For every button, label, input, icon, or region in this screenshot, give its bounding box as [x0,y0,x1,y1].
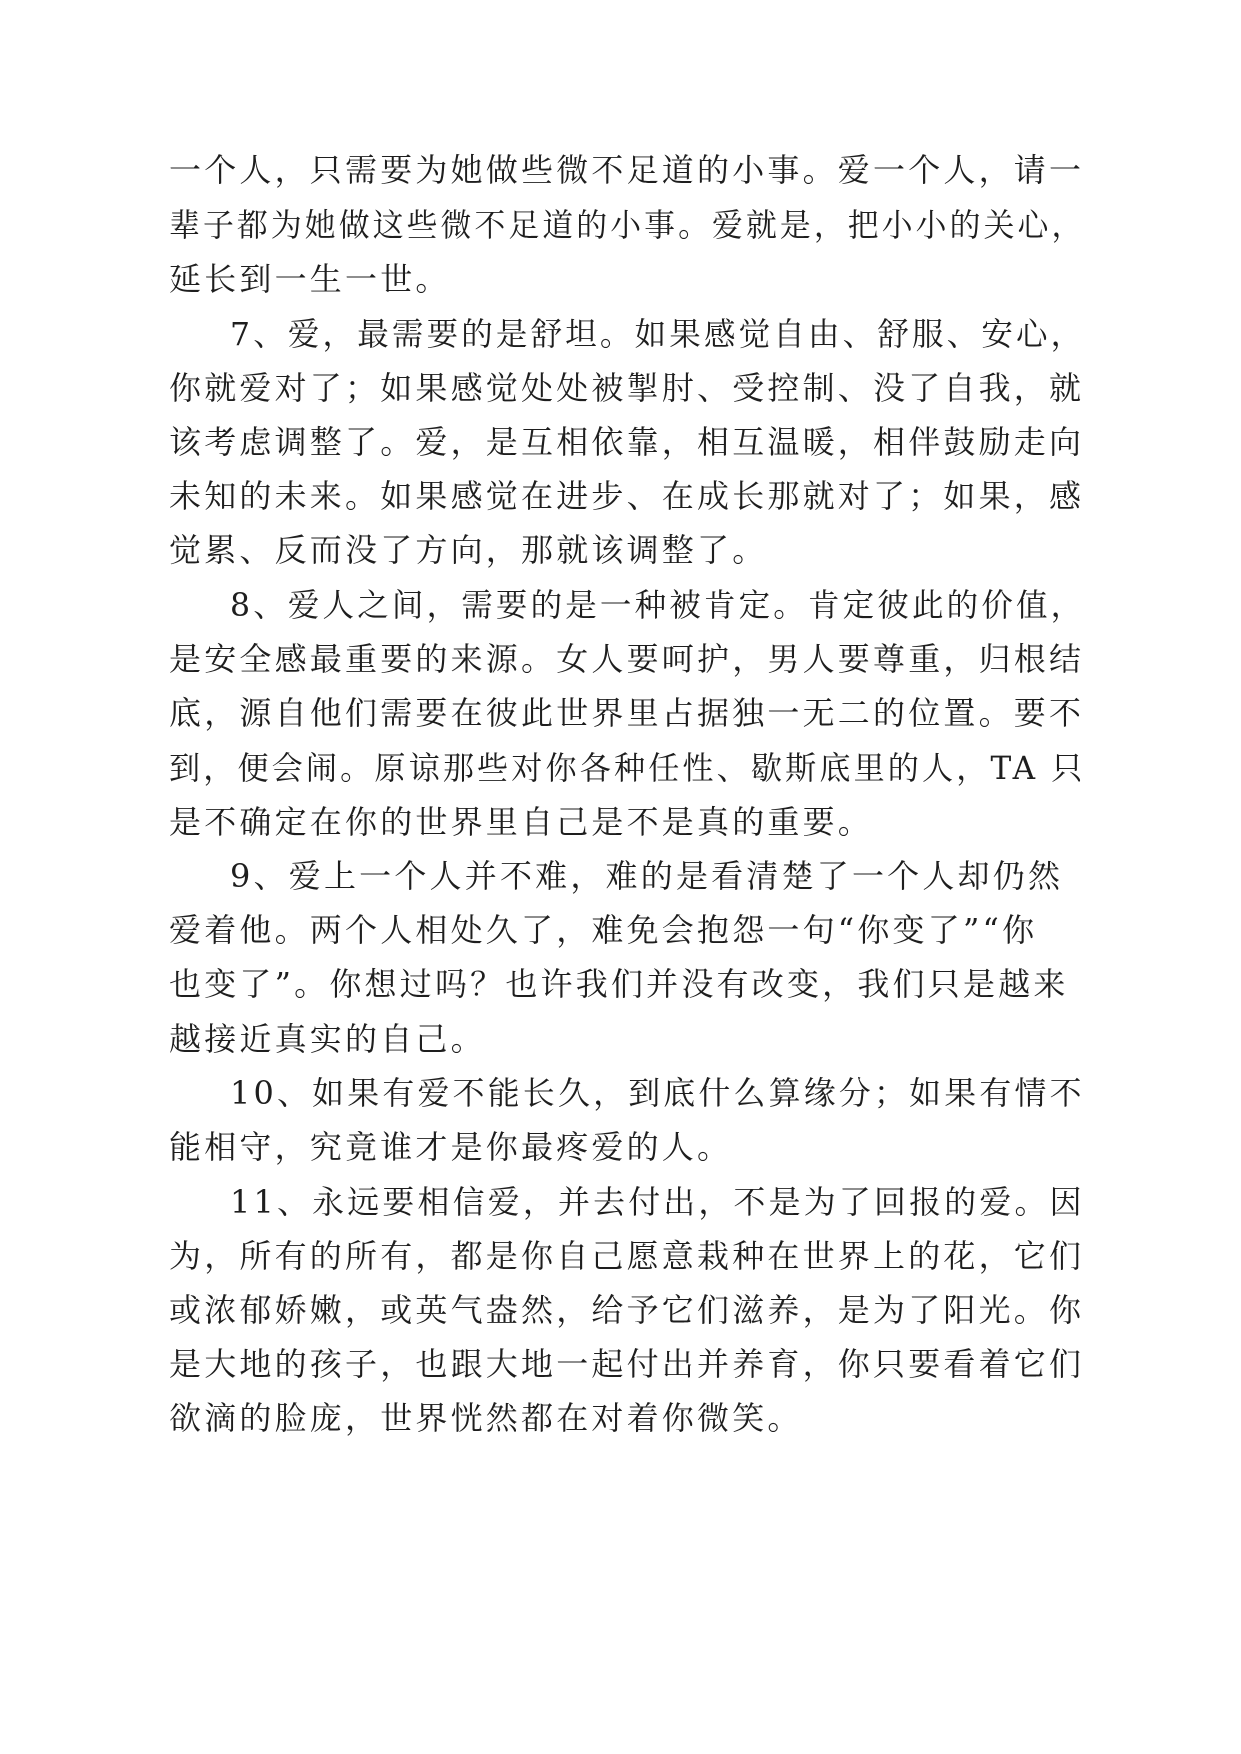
text-line: 越接近真实的自己。 [169,1020,486,1058]
text-line: 该考虑调整了。爱，是互相依靠，相互温暖，相伴鼓励走向 [169,423,1085,461]
text-line: 辈子都为她做这些微不足道的小事。爱就是，把小小的关心， [169,206,1086,244]
text-line: 或浓郁娇嫩，或英气盎然，给予它们滋养，是为了阳光。你 [169,1291,1085,1329]
text-line: 未知的未来。如果感觉在进步、在成长那就对了；如果，感 [169,477,1085,515]
text-line: 是不确定在你的世界里自己是不是真的重要。 [169,803,874,841]
text-line: 8、爱人之间，需要的是一种被肯定。肯定彼此的价值， [230,586,1086,624]
text-line: 到，便会闹。原谅那些对你各种任性、歇斯底里的人，TA 只 [169,749,1086,787]
text-line: 为，所有的所有，都是你自己愿意栽种在世界上的花，它们 [169,1237,1085,1275]
text-line: 7、爱，最需要的是舒坦。如果感觉自由、舒服、安心， [230,315,1086,353]
text-line: 也变了”。你想过吗？也许我们并没有改变，我们只是越来 [169,965,1069,1003]
text-line: 9、爱上一个人并不难，难的是看清楚了一个人却仍然 [230,857,1064,895]
text-line: 欲滴的脸庞，世界恍然都在对着你微笑。 [169,1399,803,1437]
text-line: 11、永远要相信爱，并去付出，不是为了回报的爱。因 [230,1183,1085,1221]
text-line: 觉累、反而没了方向，那就该调整了。 [169,531,768,569]
text-line: 是大地的孩子，也跟大地一起付出并养育，你只要看着它们 [169,1345,1085,1383]
text-line: 10、如果有爱不能长久，到底什么算缘分；如果有情不 [230,1074,1085,1112]
text-line: 底，源自他们需要在彼此世界里占据独一无二的位置。要不 [169,694,1085,732]
text-line: 爱着他。两个人相处久了，难免会抱怨一句“你变了”“你 [169,911,1038,949]
text-line: 你就爱对了；如果感觉处处被掣肘、受控制、没了自我，就 [169,369,1085,407]
text-line: 延长到一生一世。 [169,260,451,298]
text-line: 一个人，只需要为她做些微不足道的小事。爱一个人，请一 [169,151,1085,189]
text-line: 能相守，究竟谁才是你最疼爱的人。 [169,1128,733,1166]
text-line: 是安全感最重要的来源。女人要呵护，男人要尊重，归根结 [169,640,1085,678]
